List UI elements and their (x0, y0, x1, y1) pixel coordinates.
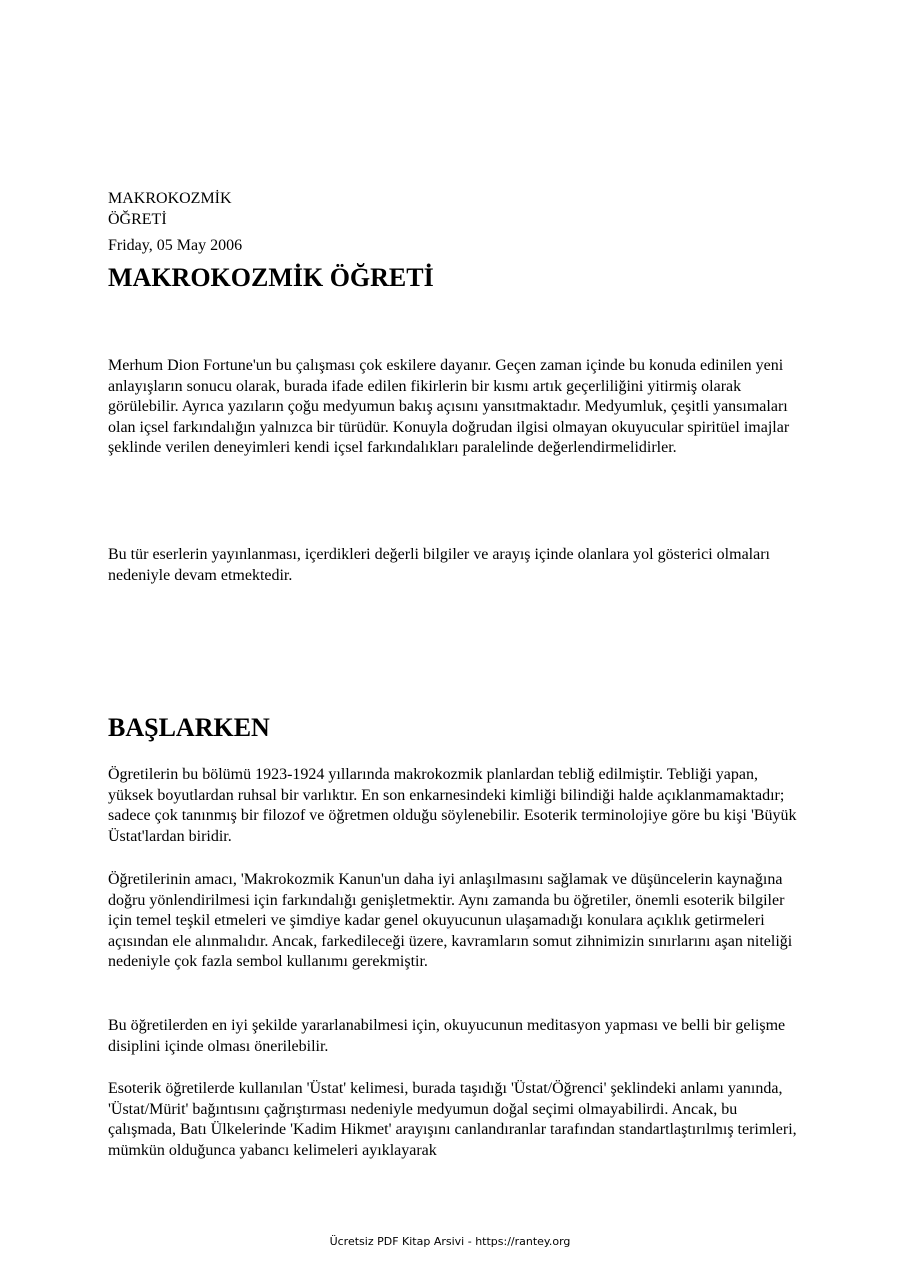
section-paragraph-3: Bu öğretilerden en iyi şekilde yararlanabilmesi için, okuyucunun meditasyon yapması ve belli bir gelişme disiplini içinde olması önerilebilir. (108, 1017, 786, 1055)
section-paragraph-1: Ögretilerin bu bölümü 1923-1924 yıllarında makrokozmik planlardan tebliğ edilmiştir. Tebliği yapan, yüksek boyutlardan ruhsal bir varlıktır. En son enkarnesindeki kimliği bilindiği halde açıklanmamaktadır; sadece çok tanınmış bir filozof ve öğretmen olduğu söylenebilir. Esoterik terminolojiye göre bu kişi 'Büyük Üstat'lardan biridir. (108, 766, 797, 845)
document-header (108, 188, 232, 230)
section-title: BAŞLARKEN (108, 713, 270, 742)
header-title-line-1: MAKROKOZMİK (108, 190, 232, 207)
section-paragraph-4: Esoterik öğretilerde kullanılan 'Üstat' kelimesi, burada taşıdığı 'Üstat/Öğrenci' şeklindeki anlamı yanında, 'Üstat/Mürit' bağıntısını çağrıştırması nedeniyle medyumun doğal seçimi olmayabilirdi. Ancak, bu çalışmada, Batı Ülkelerinde 'Kadim Hikmet' arayışını canlandıranlar tarafından standartlaştırılmış terimleri, mümkün olduğunca yabancı kelimeleri ayıklayarak (108, 1080, 797, 1159)
header-title-line-2: ÖĞRETİ (108, 211, 167, 228)
intro-paragraph-2: Bu tür eserlerin yayınlanması, içerdikleri değerli bilgiler ve arayış içinde olanlara yol gösterici olmaları nedeniyle devam etmektedir. (108, 546, 770, 584)
page-footer: Ücretsiz PDF Kitap Arsivi - https://rantey.org (329, 1235, 571, 1248)
publish-date: Friday, 05 May 2006 (108, 237, 243, 254)
section-paragraph-2: Öğretilerinin amacı, 'Makrokozmik Kanun'un daha iyi anlaşılmasını sağlamak ve düşüncelerin kaynağına doğru yönlendirilmesi için farkındalığı genişletmektir. Aynı zamanda bu öğretiler, önemli esoterik bilgiler için temel teşkil etmeleri ve şimdiye kadar genel okuyucunun ulaşamadığı konulara açıklık getirmeleri açısından ele alınmalıdır. Ancak, farkedileceği üzere, kavramların somut zihnimizin sınırlarını aşan niteliği nedeniyle çok fazla sembol kullanımı gerekmiştir. (108, 871, 793, 970)
article-title: MAKROKOZMİK ÖĞRETİ (108, 263, 434, 292)
intro-paragraph-1: Merhum Dion Fortune'un bu çalışması çok eskilere dayanır. Geçen zaman içinde bu konuda edinilen yeni anlayışların sonucu olarak, burada ifade edilen fikirlerin bir kısmı artık geçerliliğini yitirmiş olarak görülebilir. Ayrıca yazıların çoğu medyumun bakış açısını yansıtmaktadır. Medyumluk, çeşitli yansımaları olan içsel farkındalığın yalnızca bir türüdür. Konuyla doğrudan ilgisi olmayan okuyucular spiritüel imajlar şeklinde verilen deneyimleri kendi içsel farkındalıkları paralelinde değerlendirmelidirler. (108, 357, 790, 456)
